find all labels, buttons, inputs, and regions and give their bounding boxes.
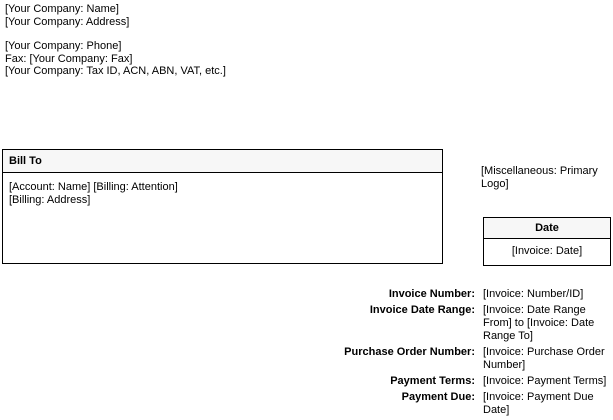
field-label: Payment Terms: [390,375,475,387]
field-value: [Invoice: Purchase Order Number] [483,346,605,371]
bill-to-header: Bill To [3,150,442,173]
company-phone-field: [Your Company: Phone] [5,40,122,52]
company-fax-field: Fax: [Your Company: Fax] [5,52,133,65]
field-label: Invoice Number: [388,288,475,300]
invoice-fields-section [338,288,613,420]
date-table [483,217,611,266]
field-label: Purchase Order Number: [344,346,475,358]
field-row-invoice-date-range [338,304,613,343]
company-taxid-field: [Your Company: Tax ID, ACN, ABN, VAT, etc.] [5,65,226,77]
field-value: [Invoice: Payment Terms] [483,375,607,387]
field-label: Invoice Date Range: [369,304,475,316]
primary-logo-placeholder: [Miscellaneous: Primary Logo] [481,165,598,190]
company-address-field: [Your Company: Address] [5,15,130,28]
bill-to-box [2,149,443,264]
company-contact-group [5,40,226,78]
bill-to-body [3,173,442,207]
company-name-field: [Your Company: Name] [5,3,119,15]
field-row-payment-terms [338,375,613,388]
field-row-invoice-number [338,288,613,301]
date-table-header: Date [484,218,610,239]
field-value: [Invoice: Date Range From] to [Invoice: Date Range To] [483,304,595,342]
bill-to-account-field: [Account: Name] [Billing: Attention] [9,181,178,193]
field-value: [Invoice: Payment Due Date] [483,391,594,416]
field-row-payment-due [338,391,613,417]
field-value: [Invoice: Number/ID] [483,288,584,300]
company-block [5,3,226,78]
invoice-date-field: [Invoice: Date] [511,245,583,257]
field-label: Payment Due: [401,391,475,403]
bill-to-address-field: [Billing: Address] [9,194,91,206]
field-row-purchase-order-number [338,346,613,372]
